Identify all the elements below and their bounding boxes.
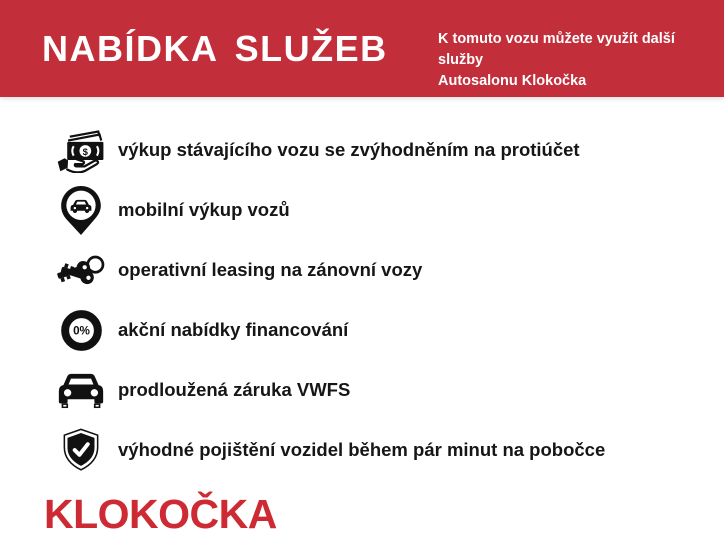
list-item bbox=[55, 360, 695, 420]
service-label: výkup stávajícího vozu se zvýhodněním na protiúčet bbox=[118, 139, 580, 160]
cash-in-hand-icon bbox=[55, 128, 107, 173]
list-item bbox=[55, 300, 695, 360]
shield-check-icon bbox=[55, 428, 107, 473]
page-title: NABÍDKA SLUŽEB bbox=[42, 27, 388, 69]
cash-icon-currency-glyph: $ bbox=[82, 146, 88, 158]
car-front-icon bbox=[55, 371, 107, 410]
service-label: mobilní výkup vozů bbox=[118, 199, 290, 220]
header-subtitle-line-1: K tomuto vozu můžete využít další služby bbox=[438, 31, 675, 68]
header-banner bbox=[0, 0, 724, 97]
car-keys-icon bbox=[55, 249, 107, 291]
header-subtitle bbox=[438, 29, 718, 92]
list-item bbox=[55, 180, 695, 240]
service-label: výhodné pojištění vozidel během pár minut na pobočce bbox=[118, 439, 606, 460]
location-pin-car-icon bbox=[55, 185, 107, 236]
service-label: operativní leasing na zánovní vozy bbox=[118, 259, 423, 280]
list-item bbox=[55, 120, 695, 180]
service-label: prodloužená záruka VWFS bbox=[118, 379, 351, 400]
list-item bbox=[55, 240, 695, 300]
zero-percent-icon-label: 0% bbox=[72, 324, 90, 338]
zero-percent-icon bbox=[55, 309, 107, 352]
klokocka-logo: KLOKOČKA bbox=[44, 491, 277, 537]
service-label: akční nabídky financování bbox=[118, 319, 349, 340]
list-item bbox=[55, 420, 695, 480]
header-subtitle-line-2: Autosalonu Klokočka bbox=[438, 73, 587, 89]
services-list bbox=[55, 120, 695, 480]
